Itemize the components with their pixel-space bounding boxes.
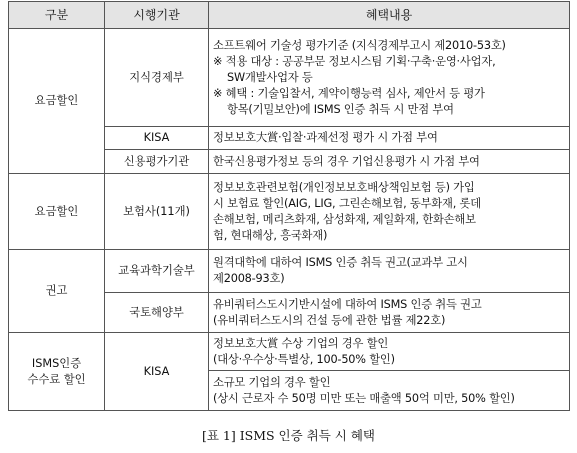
benefit-line: 한국신용평가정보 등의 경우 기업신용평가 시 가점 부여 <box>213 154 480 168</box>
table-row <box>9 333 570 371</box>
table-row <box>9 250 570 293</box>
benefit-line: 원격대학에 대하여 ISMS 인증 취득 권고(교과부 고시 <box>213 256 468 269</box>
benefit-line: (대상·우수상·특별상, 100-50% 할인) <box>213 352 395 366</box>
benefit-line: (유비쿼터스도시의 건설 등에 관한 법률 제22호) <box>213 313 446 327</box>
benefit-line: 시 보험료 할인(AIG, LIG, 그린손해보험, 동부화재, 롯데 <box>213 196 481 210</box>
table-caption: [표 1] ISMS 인증 취득 시 혜택 <box>201 428 375 443</box>
benefit-line: 손해보험, 메리츠화재, 삼성화재, 제일화재, 한화손해보 <box>213 212 476 226</box>
benefit-cell <box>209 333 570 371</box>
table-row <box>9 29 570 127</box>
agency-cell: KISA <box>105 127 209 150</box>
header-category: 구분 <box>9 2 105 29</box>
category-cell: 권고 <box>9 250 105 333</box>
category-cell <box>9 333 105 411</box>
benefits-table <box>8 1 570 411</box>
benefit-line: 소규모 기업의 경우 할인 <box>213 375 331 389</box>
category-cell: 요금할인 <box>9 174 105 250</box>
category-cell: 요금할인 <box>9 29 105 174</box>
benefit-line: (상시 근로자 수 50명 미만 또는 매출액 50억 미만, 50% 할인) <box>213 391 515 405</box>
category-line: ISMS인증 <box>31 356 82 370</box>
benefit-cell <box>209 150 570 174</box>
benefit-line: 소프트웨어 기술성 평가기준 (지식경제부고시 제2010-53호) <box>213 38 506 52</box>
agency-cell: KISA <box>105 333 209 411</box>
benefit-line: 정보보호관련보험(개인정보보호배상책임보험 등) 가입 <box>213 180 475 194</box>
benefit-cell <box>209 371 570 411</box>
benefit-cell <box>209 250 570 293</box>
agency-cell: 보험사(11개) <box>105 174 209 250</box>
header-agency: 시행기관 <box>105 2 209 29</box>
benefit-line: 험, 현대해상, 흥국화재) <box>213 228 328 242</box>
benefit-cell <box>209 29 570 127</box>
table-row <box>9 174 570 250</box>
benefit-line: ※ 적용 대상 : 공공부문 정보시스팀 기획·구축·운영·사업자, <box>213 54 496 68</box>
benefit-line: ※ 혜택 : 기술입찰서, 계약이행능력 심사, 제안서 등 평가 <box>213 86 485 100</box>
agency-cell: 신용평가기관 <box>105 150 209 174</box>
benefit-line: 항목(기밀보안)에 ISMS 인증 취득 시 만점 부여 <box>227 102 454 116</box>
benefit-cell <box>209 174 570 250</box>
header-benefit: 혜택내용 <box>209 2 570 29</box>
benefit-line: 제2008-93호) <box>213 272 285 285</box>
benefit-cell <box>209 293 570 333</box>
agency-cell: 국토해양부 <box>105 293 209 333</box>
agency-cell: 지식경제부 <box>105 29 209 127</box>
benefit-line: 정보보호大賞·입찰·과제선정 평가 시 가점 부여 <box>213 131 438 144</box>
benefit-line: SW개발사업자 등 <box>227 70 313 84</box>
benefit-line: 정보보호大賞 수상 기업의 경우 할인 <box>213 336 389 350</box>
header-row <box>9 2 570 29</box>
benefit-line: 유비쿼터스도시기반시설에 대하여 ISMS 인증 취득 권고 <box>213 297 482 311</box>
benefit-cell <box>209 127 570 150</box>
agency-cell: 교육과학기술부 <box>105 250 209 293</box>
category-line: 수수료 할인 <box>27 372 86 386</box>
